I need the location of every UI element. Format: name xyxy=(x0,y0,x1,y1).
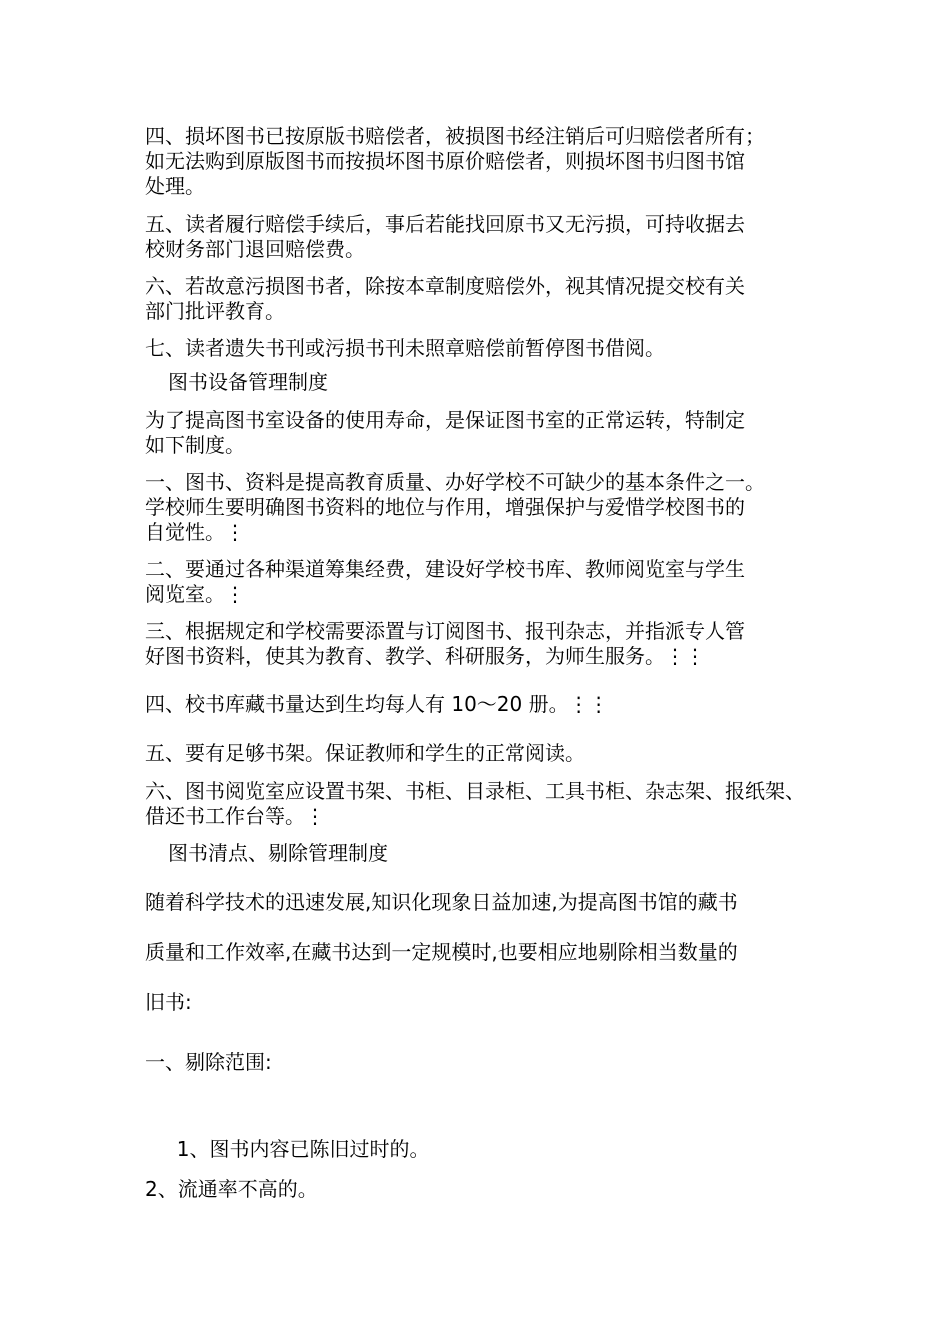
line: 七、读者遗失书刊或污损书刊未照章赔偿前暂停图书借阅。 xyxy=(145,336,665,360)
section-heading-weeding xyxy=(168,841,858,866)
heading-text: 图书设备管理制度 xyxy=(168,370,328,394)
paragraph-equipment-2 xyxy=(145,557,835,607)
paragraph-suspension xyxy=(145,336,835,361)
line: 如无法购到原版图书而按损坏图书原价赔偿者，则损坏图书归图书馆 xyxy=(145,149,745,173)
paragraph-equipment-3 xyxy=(145,619,835,669)
line: 五、读者履行赔偿手续后，事后若能找回原书又无污损，可持收据去 xyxy=(145,212,745,236)
paragraph-weeding-intro-2 xyxy=(145,940,835,965)
line: 四、校书库藏书量达到生均每人有 10～20 册。⋮⋮ xyxy=(145,692,609,716)
line: 六、若故意污损图书者，除按本章制度赔偿外，视其情况提交校有关 xyxy=(145,274,745,298)
paragraph-weeding-intro-3 xyxy=(145,990,835,1015)
line: 五、要有足够书架。保证教师和学生的正常阅读。 xyxy=(145,741,585,765)
line: 随着科学技术的迅速发展,知识化现象日益加速,为提高图书馆的藏书 xyxy=(145,890,738,914)
paragraph-equipment-4 xyxy=(145,692,835,717)
line: 校财务部门退回赔偿费。 xyxy=(145,237,365,261)
paragraph-equipment-5 xyxy=(145,741,835,766)
paragraph-equipment-1 xyxy=(145,470,835,545)
paragraph-weeding-intro-1 xyxy=(145,890,835,915)
heading-text: 图书清点、剔除管理制度 xyxy=(168,841,388,865)
line: 借还书工作台等。⋮ xyxy=(145,804,325,828)
paragraph-weeding-item-1 xyxy=(145,1112,835,1187)
line: 二、要通过各种渠道筹集经费，建设好学校书库、教师阅览室与学生 xyxy=(145,557,745,581)
paragraph-damaged-books xyxy=(145,124,835,199)
paragraph-weeding-item-2 xyxy=(145,1177,835,1202)
line: 六、图书阅览室应设置书架、书柜、目录柜、工具书柜、杂志架、报纸架、 xyxy=(145,779,805,803)
line: 一、剔除范围: xyxy=(145,1050,272,1074)
line: 四、损坏图书已按原版书赔偿者，被损图书经注销后可归赔偿者所有； xyxy=(145,124,765,148)
line: 一、图书、资料是提高教育质量、办好学校不可缺少的基本条件之一。 xyxy=(145,470,765,494)
line: 三、根据规定和学校需要添置与订阅图书、报刊杂志，并指派专人管 xyxy=(145,619,745,643)
line: 学校师生要明确图书资料的地位与作用，增强保护与爱惜学校图书的 xyxy=(145,495,745,519)
line: 旧书: xyxy=(145,990,192,1014)
paragraph-refund xyxy=(145,212,835,262)
line: 自觉性。⋮ xyxy=(145,520,245,544)
paragraph-equipment-6 xyxy=(145,779,835,829)
line: 2、流通率不高的。 xyxy=(145,1177,318,1201)
paragraph-weeding-scope xyxy=(145,1050,835,1075)
line: 为了提高图书室设备的使用寿命，是保证图书室的正常运转，特制定 xyxy=(145,408,745,432)
paragraph-intentional-damage xyxy=(145,274,835,324)
line: 阅览室。⋮ xyxy=(145,582,245,606)
section-heading-equipment xyxy=(168,370,858,395)
line: 处理。 xyxy=(145,174,205,198)
line: 如下制度。 xyxy=(145,433,245,457)
line: 质量和工作效率,在藏书达到一定规模时,也要相应地剔除相当数量的 xyxy=(145,940,738,964)
line: 1、图书内容已陈旧过时的。 xyxy=(170,1137,430,1161)
line: 好图书资料，使其为教育、教学、科研服务，为师生服务。⋮⋮ xyxy=(145,644,705,668)
line: 部门批评教育。 xyxy=(145,299,285,323)
paragraph-equipment-intro xyxy=(145,408,835,458)
